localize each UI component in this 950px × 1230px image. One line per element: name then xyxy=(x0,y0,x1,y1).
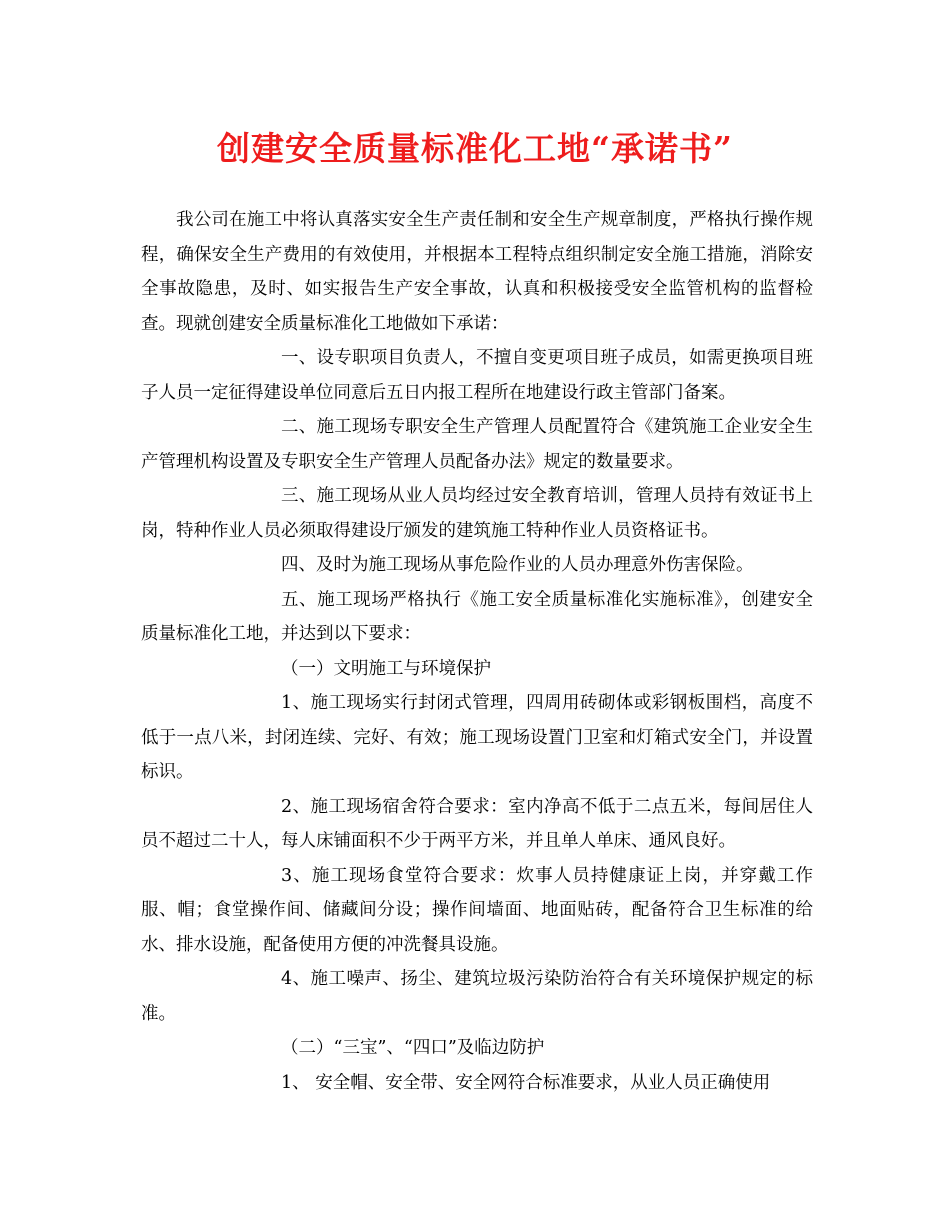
commitment-3-paragraph: 三、施工现场从业人员均经过安全教育培训，管理人员持有效证书上岗，特种作业人员必须取得建设厅颁发的建筑施工特种作业人员资格证书。 xyxy=(141,486,813,541)
commitment-5-paragraph: 五、施工现场严格执行《施工安全质量标准化实施标准》，创建安全质量标准化工地，并达到以下要求： xyxy=(141,589,813,644)
commitment-1-paragraph: 一、设专职项目负责人，不擅自变更项目班子成员，如需更换项目班子人员一定征得建设单位同意后五日内报工程所在地建设行政主管部门备案。 xyxy=(141,348,813,403)
item-1-paragraph: 1、施工现场实行封闭式管理，四周用砖砌体或彩钢板围档，高度不低于一点八米，封闭连续、完好、有效；施工现场设置门卫室和灯箱式安全门，并设置标识。 xyxy=(141,693,813,782)
document-title: 创建安全质量标准化工地“承诺书” xyxy=(217,129,733,168)
item-3-paragraph: 3、施工现场食堂符合要求：炊事人员持健康证上岗，并穿戴工作服、帽；食堂操作间、储藏间分设；操作间墙面、地面贴砖，配备符合卫生标准的给水、排水设施，配备使用方便的冲洗餐具设施。 xyxy=(141,865,813,955)
section-heading-protection: （二）“三宝”、“四口”及临边防护 xyxy=(281,1038,545,1058)
document-body xyxy=(141,203,813,1100)
commitment-4-paragraph: 四、及时为施工现场从事危险作业的人员办理意外伤害保险。 xyxy=(281,555,754,575)
item-4-paragraph: 4、施工噪声、扬尘、建筑垃圾污染防治符合有关环境保护规定的标准。 xyxy=(141,969,813,1024)
protection-item-1-paragraph: 1、 安全帽、安全带、安全网符合标准要求，从业人员正确使用 xyxy=(281,1072,771,1093)
commitment-2-paragraph: 二、施工现场专职安全生产管理人员配置符合《建筑施工企业安全生产管理机构设置及专职安全生产管理人员配备办法》规定的数量要求。 xyxy=(141,417,813,472)
item-2-paragraph: 2、施工现场宿舍符合要求：室内净高不低于二点五米，每间居住人员不超过二十人，每人床铺面积不少于两平方米，并且单人单床、通风良好。 xyxy=(141,796,813,851)
intro-paragraph: 我公司在施工中将认真落实安全生产责任制和安全生产规章制度，严格执行操作规程，确保安全生产费用的有效使用，并根据本工程特点组织制定安全施工措施，消除安全事故隐患，及时、如实报告生产安全事故，认真和积极接受安全监管机构的监督检查。现就创建安全质量标准化工地做如下承诺： xyxy=(141,210,813,334)
section-heading-civilized-construction: （一）文明施工与环境保护 xyxy=(281,658,491,679)
